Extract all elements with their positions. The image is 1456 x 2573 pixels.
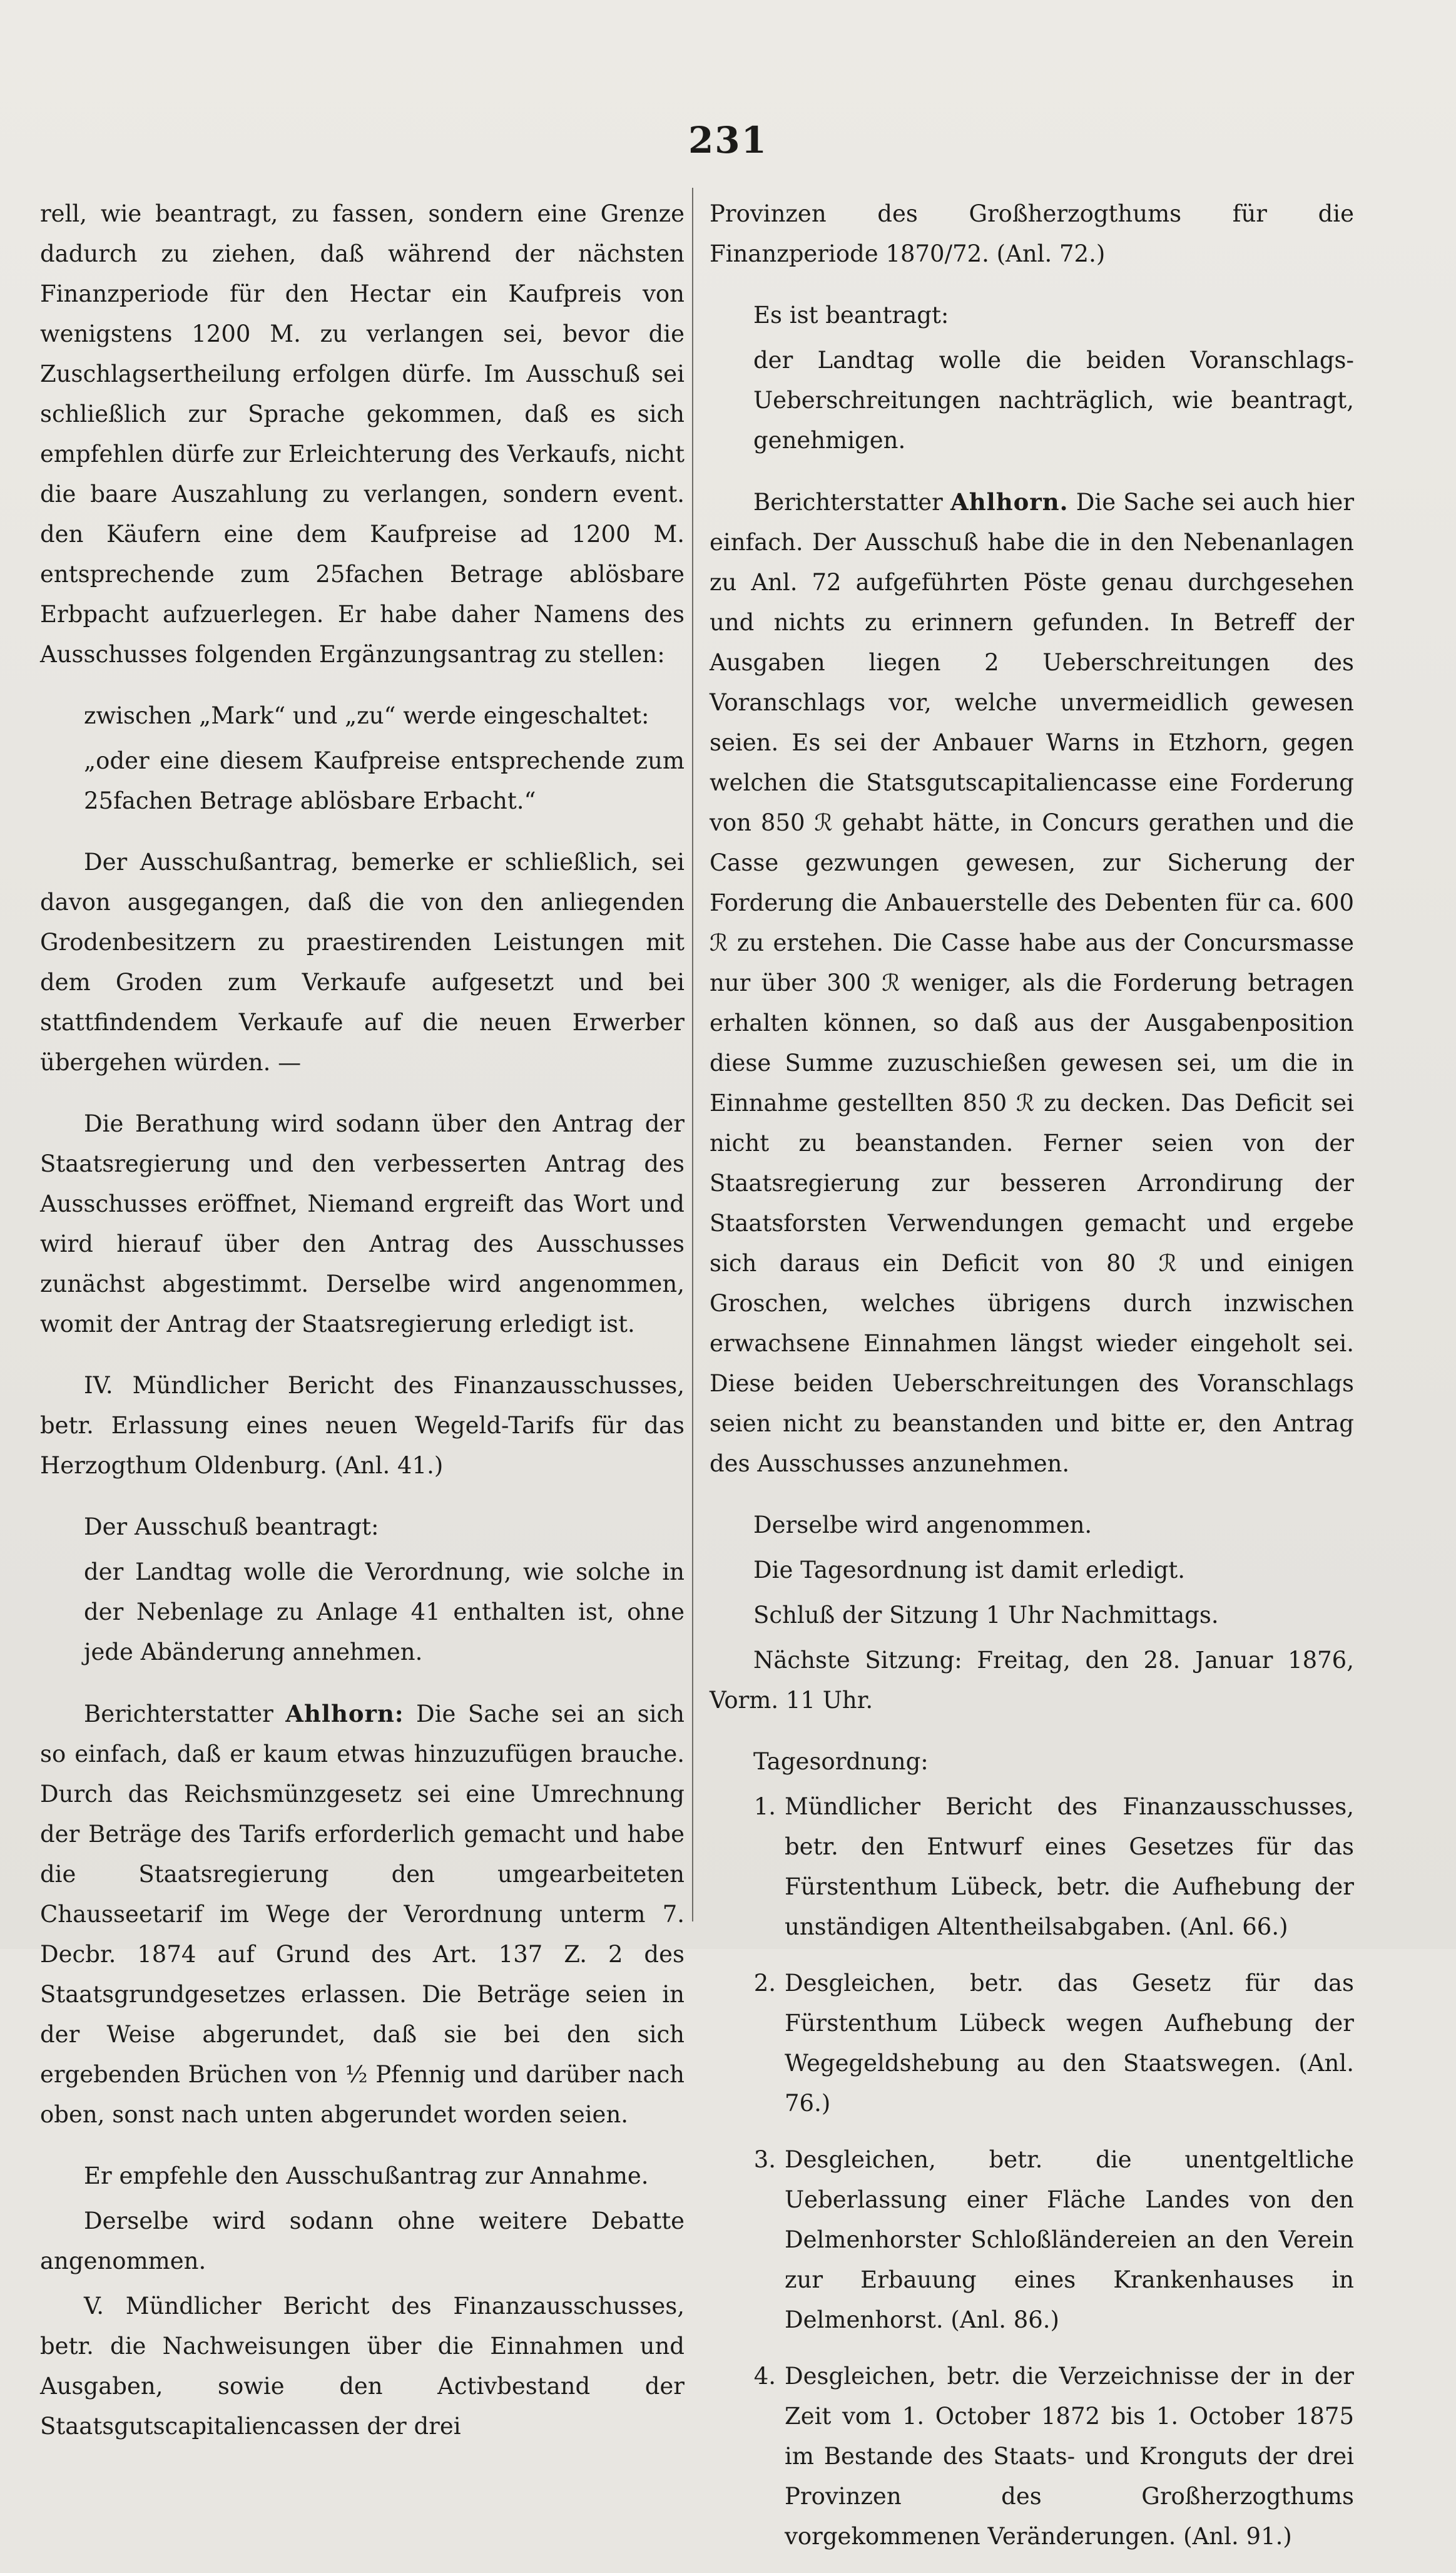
- agenda-list-item: [710, 1787, 1354, 1947]
- speaker-name: Ahlhorn.: [950, 488, 1069, 516]
- quoted-amendment: „oder eine diesem Kaufpreise entsprechende zum 25fachen Betrage ablösbare Erbacht.“: [84, 747, 685, 814]
- agenda-item-number: 2.: [753, 1970, 776, 1997]
- agenda-item-number: 3.: [753, 2146, 776, 2173]
- paragraph: Derselbe wird angenommen.: [753, 1512, 1092, 1538]
- page-number: 231: [688, 119, 768, 161]
- next-session: Nächste Sitzung: Freitag, den 28. Januar 1876, Vorm. 11 Uhr.: [710, 1647, 1354, 1714]
- paragraph: Der Ausschuß beantragt:: [84, 1513, 379, 1540]
- agenda-list-item: [710, 2356, 1354, 2557]
- paragraph: Der Ausschußantrag, bemerke er schließlich, sei davon ausgegangen, daß die von den anliegenden Grodenbesitzern zu praestirenden Leistungen mit dem Groden zum Verkaufe aufgesetzt und bei stattfindendem Verkaufe auf die neuen Erwerber übergehen würden. —: [40, 849, 685, 1076]
- agenda-item-text: Desgleichen, betr. die unentgeltliche Ueberlassung einer Fläche Landes von den Delmenhorster Schloßländereien an den Verein zur Erbauung eines Krankenhauses in Delmenhorst. (Anl. 86.): [785, 2146, 1354, 2333]
- paragraph: Die Berathung wird sodann über den Antrag der Staatsregierung und den verbesserten Antrag des Ausschusses eröffnet, Niemand ergreift das Wort und wird hierauf über den Antrag des Ausschusses zunächst abgestimmt. Derselbe wird angenommen, womit der Antrag der Staatsregierung erledigt ist.: [40, 1110, 685, 1338]
- agenda-item-text: Desgleichen, betr. das Gesetz für das Fürstenthum Lübeck wegen Aufhebung der Wegegeldshebung au den Staatswegen. (Anl. 76.): [785, 1970, 1354, 2117]
- speaker-name: Ahlhorn:: [285, 1700, 404, 1727]
- motion-text: der Landtag wolle die Verordnung, wie solche in der Nebenlage zu Anlage 41 enthalten ist, ohne jede Abänderung annehmen.: [84, 1558, 685, 1665]
- agenda-item-number: 1.: [753, 1793, 776, 1820]
- agenda-list-item: [710, 1963, 1354, 2124]
- column-divider: [692, 188, 693, 1921]
- speech-text: Die Sache sei an sich so einfach, daß er kaum etwas hinzuzufügen brauche. Durch das Reichsmünzgesetz sei eine Umrechnung der Beträge des Tarifs erforderlich gemacht und habe die Staatsregierung den umgearbeiteten Chausseetarif im Wege der Verordnung unterm 7. Decbr. 1874 auf Grund des Art. 137 Z. 2 des Staatsgrundgesetzes erlassen. Die Beträge seien in der Weise abgerundet, daß sie bei den sich ergebenden Brüchen von ½ Pfennig und darüber nach oben, sonst nach unten abgerundet worden seien.: [40, 1701, 685, 2128]
- agenda-heading: Tagesordnung:: [753, 1748, 929, 1775]
- agenda-item-number: 4.: [753, 2363, 776, 2390]
- paragraph: Schluß der Sitzung 1 Uhr Nachmittags.: [753, 1602, 1219, 1629]
- paragraph: Provinzen des Großherzogthums für die Finanzperiode 1870/72. (Anl. 72.): [710, 200, 1354, 267]
- speaker-role: Berichterstatter: [84, 1701, 273, 1727]
- left-column: [40, 194, 685, 2468]
- motion-text: der Landtag wolle die beiden Voranschlags-Ueberschreitungen nachträglich, wie beantragt, genehmigen.: [753, 347, 1354, 454]
- speaker-role: Berichterstatter: [753, 489, 943, 516]
- agenda-item-text: Desgleichen, betr. die Verzeichnisse der in der Zeit vom 1. October 1872 bis 1. October 1875 im Bestande des Staats- und Kronguts der drei Provinzen des Großherzogthums vorgekommenen Veränderungen. (Anl. 91.): [785, 2363, 1354, 2550]
- paragraph: rell, wie beantragt, zu fassen, sondern eine Grenze dadurch zu ziehen, daß während der nächsten Finanzperiode für den Hectar ein Kaufpreis von wenigstens 1200 M. zu verlangen sei, bevor die Zuschlagsertheilung erfolgen dürfe. Im Ausschuß sei schließlich zur Sprache gekommen, daß es sich empfehlen dürfe zur Erleichterung des Verkaufs, nicht die baare Auszahlung zu verlangen, sondern event. den Käufern eine dem Kaufpreise ad 1200 M. entsprechende zum 25fachen Betrage ablösbare Erbpacht aufzuerlegen. Er habe daher Namens des Ausschusses folgenden Ergänzungsantrag zu stellen:: [40, 200, 685, 668]
- agenda-item-text: Mündlicher Bericht des Finanzausschusses, betr. den Entwurf eines Gesetzes für das Fürstenthum Lübeck, betr. die Aufhebung der unständigen Altentheilsabgaben. (Anl. 66.): [785, 1793, 1354, 1940]
- paragraph: Die Tagesordnung ist damit erledigt.: [753, 1557, 1186, 1583]
- right-column: [710, 194, 1354, 2573]
- paragraph: [40, 1694, 685, 2135]
- paragraph: Er empfehle den Ausschußantrag zur Annahme.: [84, 2162, 649, 2189]
- agenda-item-heading: IV. Mündlicher Bericht des Finanzausschusses, betr. Erlassung eines neuen Wegeld-Tarifs für das Herzogthum Oldenburg. (Anl. 41.): [40, 1372, 685, 1479]
- speech-text: Die Sache sei auch hier einfach. Der Ausschuß habe die in den Nebenanlagen zu Anl. 72 aufgeführten Pöste genau durchgesehen und nichts zu erinnern gefunden. In Betreff der Ausgaben liegen 2 Ueberschreitungen des Voranschlags vor, welche unvermeidlich gewesen seien. Es sei der Anbauer Warns in Etzhorn, gegen welchen die Statsgutscapitaliencasse eine Forderung von 850 ℛ gehabt hätte, in Concurs gerathen und die Casse gezwungen gewesen, zur Sicherung der Forderung die Anbauerstelle des Debenten für ca. 600 ℛ zu erstehen. Die Casse habe aus der Concursmasse nur über 300 ℛ weniger, als die Forderung betragen erhalten können, so daß aus der Ausgabenposition diese Summe zuzuschießen gewesen sei, um die in Einnahme gestellten 850 ℛ zu decken. Das Deficit sei nicht zu beanstanden. Ferner seien von der Staatsregierung zur besseren Arrondirung der Staatsforsten Verwendungen gemacht und ergebe sich daraus ein Deficit von 80 ℛ und einigen Groschen, welches übrigens durch inzwischen erwachsene Einnahmen längst wieder eingeholt sei. Diese beiden Ueberschreitungen des Voranschlags seien nicht zu beanstanden und bitte er, den Antrag des Ausschusses anzunehmen.: [710, 489, 1355, 1477]
- paragraph: Es ist beantragt:: [753, 302, 949, 329]
- paragraph: zwischen „Mark“ und „zu“ werde eingeschaltet:: [84, 702, 649, 729]
- paragraph: Derselbe wird sodann ohne weitere Debatte angenommen.: [40, 2207, 685, 2274]
- paragraph: [710, 482, 1354, 1484]
- agenda-item-heading: V. Mündlicher Bericht des Finanzausschusses, betr. die Nachweisungen über die Einnahmen und Ausgaben, sowie den Activbestand der Staatsgutscapitaliencassen der drei: [40, 2293, 685, 2440]
- agenda-list-item: [710, 2140, 1354, 2340]
